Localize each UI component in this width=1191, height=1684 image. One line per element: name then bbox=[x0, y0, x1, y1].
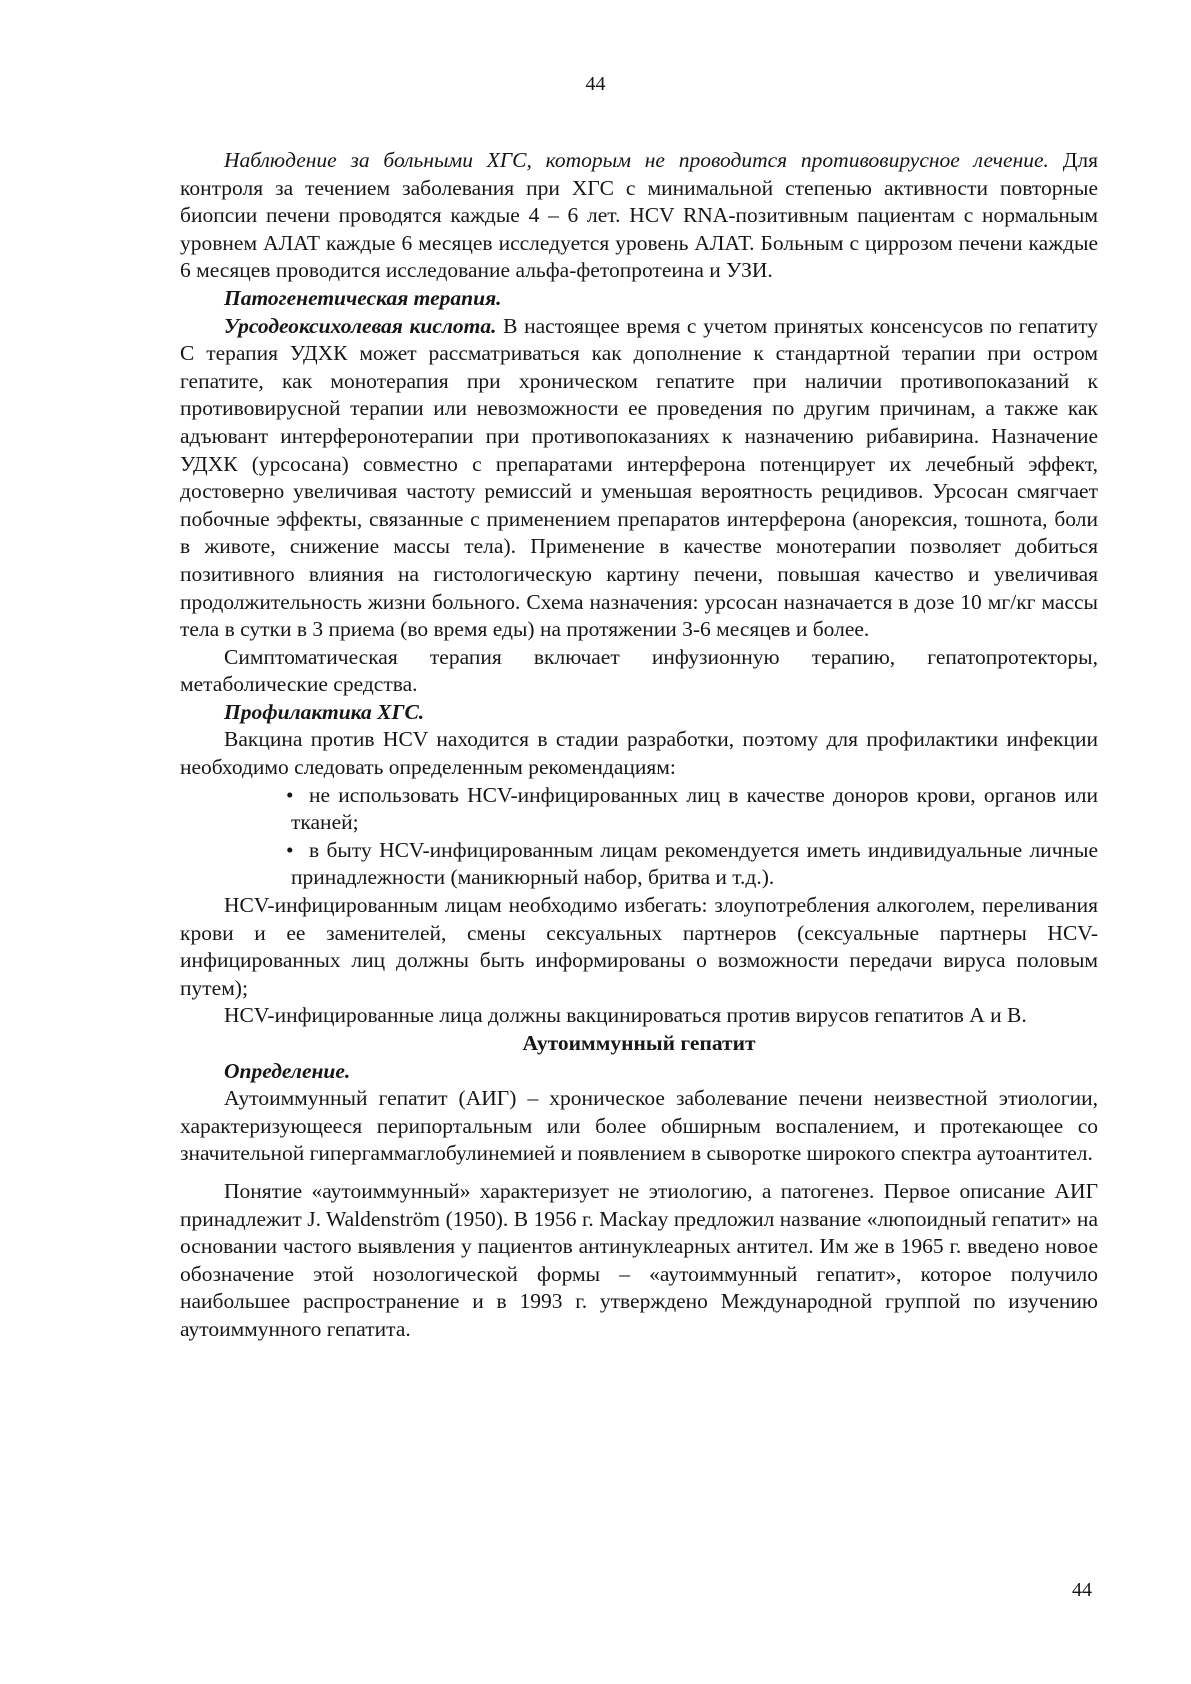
definition-paragraph: Аутоиммунный гепатит (АИГ) – хроническое заболевание печени неизвестной этиологии, характеризующееся перипортальным или более обширным воспалением, и протекающее со значительной гипергаммаглобулинемией и появлением в сыворотке широкого спектра аутоантител. bbox=[180, 1086, 1098, 1166]
bullet-icon: • bbox=[286, 837, 294, 862]
recommendation-text: не использовать HCV-инфицированных лиц в качестве доноров крови, органов или тканей; bbox=[291, 782, 1098, 835]
recommendations-list bbox=[180, 782, 1098, 892]
section-title: Аутоиммунный гепатит bbox=[522, 1031, 756, 1055]
history-paragraph: Понятие «аутоиммунный» характеризует не этиологию, а патогенез. Первое описание АИГ принадлежит J. Waldenström (1950). В 1956 г. Mackay предложил название «люпоидный гепатит» на основании частого выявления у пациентов антинуклеарных антител. Им же в 1965 г. введено новое обозначение этой нозологической формы – «аутоиммунный гепатит», которое получило наибольшее распространение и в 1993 г. утверждено Международной группой по изучению аутоиммунного гепатита. bbox=[180, 1178, 1098, 1341]
definition-heading-text: Определение. bbox=[224, 1058, 351, 1083]
pathogenetic-therapy-heading bbox=[180, 285, 1098, 313]
observation-heading: Наблюдение за больными ХГС, которым не проводится противовирусное лечение. bbox=[224, 148, 1049, 172]
udca-text: В настоящее время с учетом принятых консенсусов по гепатиту С терапия УДХК может рассматриваться как дополнение к стандартной терапии при остром гепатите, как монотерапия при хроническом гепатите при наличии противопоказаний к противовирусной терапии или невозможности ее проведения по другим причинам, а также как адъювант интерферонотерапии при противопоказаниях к назначению рибавирина. Назначение УДХК (урсосана) совместно с препаратами интерферона потенцирует их лечебный эффект, достоверно увеличивая частоту ремиссий и уменьшая вероятность рецидивов. Урсосан смягчает побочные эффекты, связанные с применением препаратов интерферона (анорексия, тошнота, боли в животе, снижение массы тела). Применение в качестве монотерапии позволяет добиться позитивного влияния на гистологическую картину печени, повышая качество и увеличивая продолжительность жизни больного. Схема назначения: урсосан назначается в дозе 10 мг/кг массы тела в сутки в 3 приема (во время еды) на протяжении 3-6 месяцев и более. bbox=[180, 313, 1098, 642]
vaccine-paragraph: Вакцина против HCV находится в стадии разработки, поэтому для профилактики инфекции необходимо следовать определенным рекомендациям: bbox=[180, 727, 1098, 780]
symptomatic-paragraph: Симптоматическая терапия включает инфузионную терапию, гепатопротекторы, метаболические средства. bbox=[180, 644, 1098, 697]
document-body bbox=[180, 147, 1098, 1344]
page-number-top: 44 bbox=[585, 73, 606, 95]
observation-text: Для контроля за течением заболевания при ХГС с минимальной степенью активности повторные биопсии печени проводятся каждые 4 – 6 лет. HCV RNA-позитивным пациентам с нормальным уровнем АЛАТ каждые 6 месяцев исследуется уровень АЛАТ. Больным с циррозом печени каждые 6 месяцев проводится исследование альфа-фетопротеина и УЗИ. bbox=[180, 148, 1099, 283]
prophylaxis-heading-text: Профилактика ХГС. bbox=[224, 699, 425, 724]
prophylaxis-heading bbox=[180, 699, 1098, 727]
page-number-bottom: 44 bbox=[1072, 1579, 1092, 1601]
udca-paragraph bbox=[180, 313, 1098, 644]
pathogenetic-therapy-heading-text: Патогенетическая терапия. bbox=[224, 285, 502, 310]
recommendation-text: в быту HCV-инфицированным лицам рекомендуется иметь индивидуальные личные принадлежности (маникюрный набор, бритва и т.д.). bbox=[291, 837, 1098, 890]
bullet-icon: • bbox=[286, 782, 294, 807]
list-item bbox=[286, 837, 1098, 892]
definition-heading bbox=[180, 1058, 1098, 1086]
avoid-paragraph: HCV-инфицированным лицам необходимо избегать: злоупотребления алкоголем, переливания крови и ее заменителей, смены сексуальных партнеров (сексуальные партнеры HCV-инфицированных лиц должны быть информированы о возможности передачи вируса половым путем); bbox=[180, 893, 1098, 1000]
udca-heading: Урсодеоксихолевая кислота. bbox=[224, 313, 497, 338]
observation-paragraph bbox=[180, 147, 1098, 285]
list-item bbox=[286, 782, 1098, 837]
vaccinate-paragraph: HCV-инфицированные лица должны вакцинироваться против вирусов гепатитов А и В. bbox=[224, 1003, 1027, 1028]
